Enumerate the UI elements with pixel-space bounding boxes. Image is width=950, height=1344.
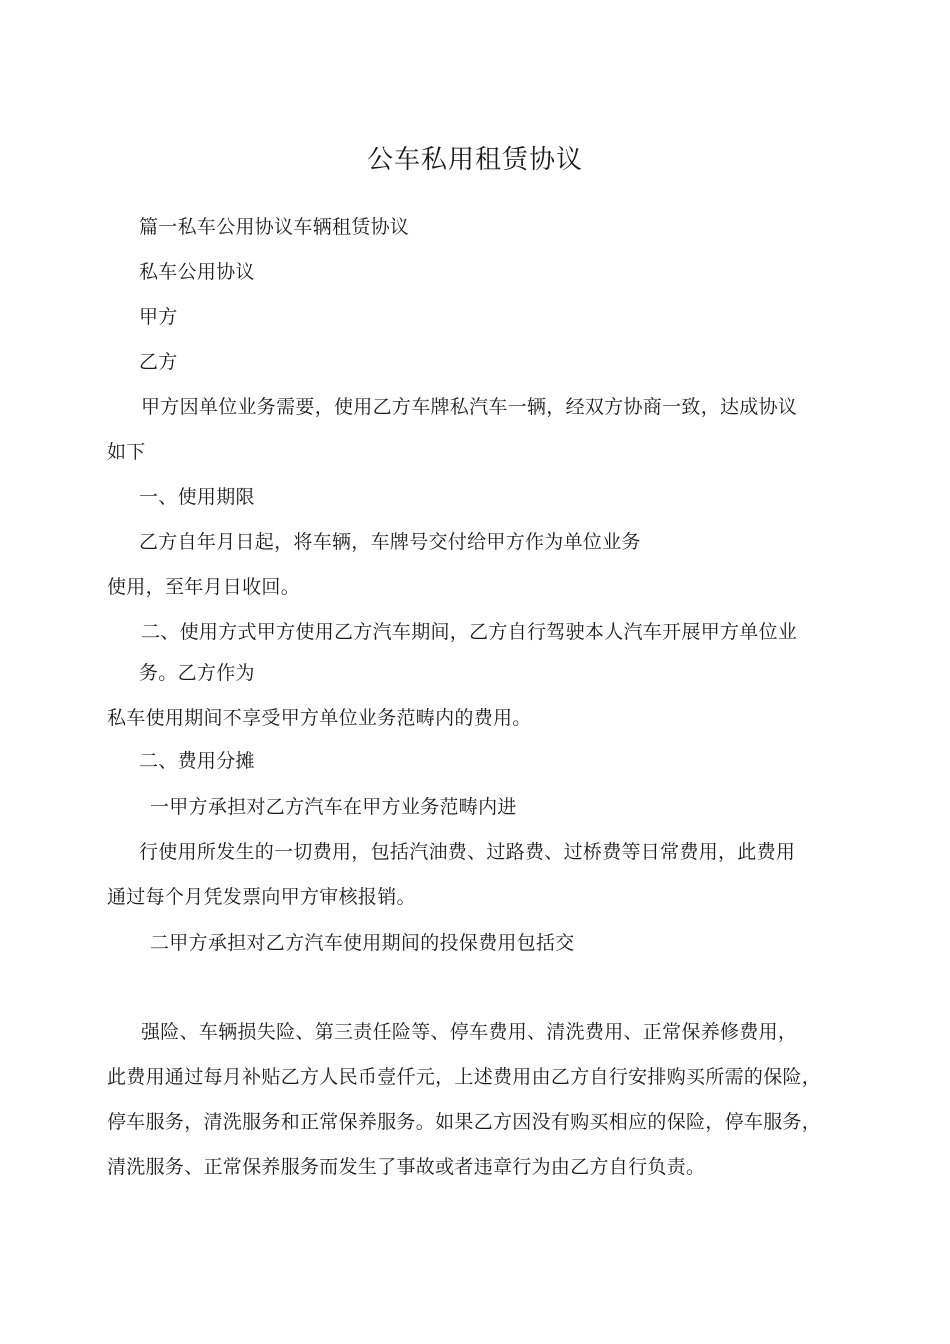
paragraph-line: 甲方 [139, 306, 178, 328]
paragraph-line: 强险、车辆损失险、第三责任险等、停车费用、清洗费用、正常保养修费用， [141, 1021, 798, 1043]
paragraph-line: 停车服务，清洗服务和正常保养服务。如果乙方因没有购买相应的保险，停车服务， [107, 1111, 822, 1133]
paragraph-line: 使用，至年月日收回。 [107, 576, 301, 598]
section-heading: 二、费用分摊 [139, 750, 255, 772]
section-heading: 一、使用期限 [139, 486, 255, 508]
paragraph-line: 二甲方承担对乙方汽车使用期间的投保费用包括交 [150, 932, 575, 954]
paragraph-line: 此费用通过每月补贴乙方人民币壹仟元，上述费用由乙方自行安排购买所需的保险， [107, 1066, 822, 1088]
paragraph-line: 清洗服务、正常保养服务而发生了事故或者违章行为由乙方自行负责。 [107, 1156, 706, 1178]
paragraph-line: 如下 [107, 441, 146, 463]
paragraph-line: 私车使用期间不享受甲方单位业务范畴内的费用。 [107, 707, 532, 729]
paragraph-line: 乙方自年月日起，将车辆，车牌号交付给甲方作为单位业务 [139, 531, 641, 553]
paragraph-line: 乙方 [139, 351, 178, 373]
paragraph-line: 篇一私车公用协议车辆租赁协议 [139, 216, 410, 238]
paragraph-line: 甲方因单位业务需要，使用乙方车牌私汽车一辆，经双方协商一致，达成协议 [141, 396, 798, 418]
document-title: 公车私用租赁协议 [366, 145, 583, 175]
paragraph-line: 一甲方承担对乙方汽车在甲方业务范畴内进 [150, 796, 517, 818]
paragraph-line: 通过每个月凭发票向甲方审核报销。 [107, 886, 416, 908]
paragraph-line: 务。乙方作为 [139, 662, 255, 684]
paragraph-line: 二、使用方式甲方使用乙方汽车期间，乙方自行驾驶本人汽车开展甲方单位业 [141, 621, 798, 643]
paragraph-line: 私车公用协议 [139, 261, 255, 283]
paragraph-line: 行使用所发生的一切费用，包括汽油费、过路费、过桥费等日常费用，此费用 [139, 841, 796, 863]
